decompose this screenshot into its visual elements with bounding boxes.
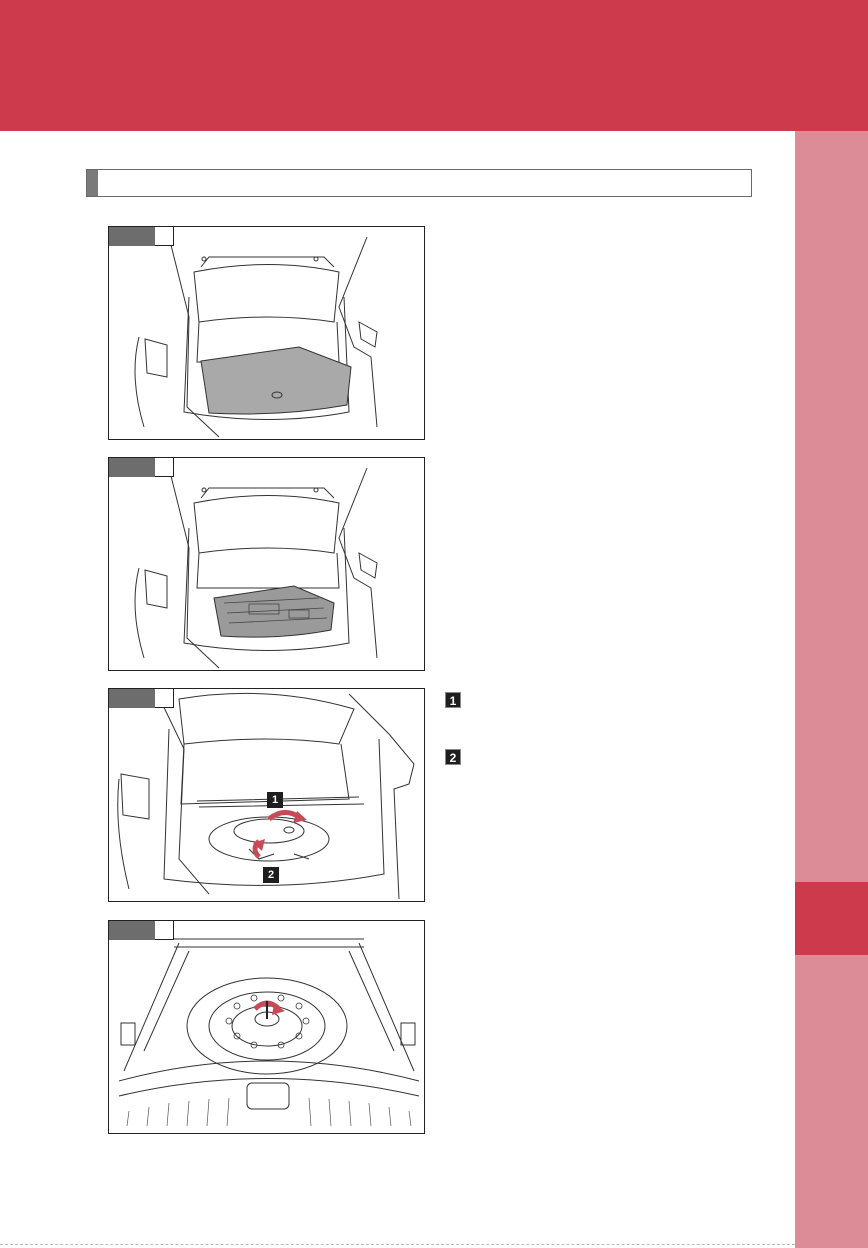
figure-label-box [155, 921, 174, 940]
callout-marker: 2 [263, 867, 279, 883]
figure-spare-tire-cover [108, 688, 425, 902]
figure-cargo-area [108, 226, 425, 440]
header-band [0, 0, 868, 131]
figure-label-box [155, 227, 174, 246]
figure-spare-tire-clamp [108, 920, 425, 1134]
figure-label [109, 921, 155, 940]
step-marker: 1 [445, 692, 461, 708]
step-marker: 2 [445, 749, 461, 765]
figure-label [109, 227, 155, 246]
chapter-side-tab-active[interactable] [795, 882, 868, 955]
section-heading-bar [86, 169, 752, 197]
figure-label [109, 689, 155, 708]
figure-label [109, 458, 155, 477]
cargo-area-illustration [109, 227, 425, 440]
figure-label-box [155, 458, 174, 477]
spare-tire-illustration [109, 921, 425, 1134]
callout-marker: 1 [267, 792, 283, 808]
figure-deck-board-lifted [108, 457, 425, 671]
figure-label-box [155, 689, 174, 708]
section-marker [87, 170, 98, 196]
chapter-side-tab [795, 131, 868, 1248]
deck-board-illustration [109, 458, 425, 671]
footer-rule [0, 1244, 795, 1246]
